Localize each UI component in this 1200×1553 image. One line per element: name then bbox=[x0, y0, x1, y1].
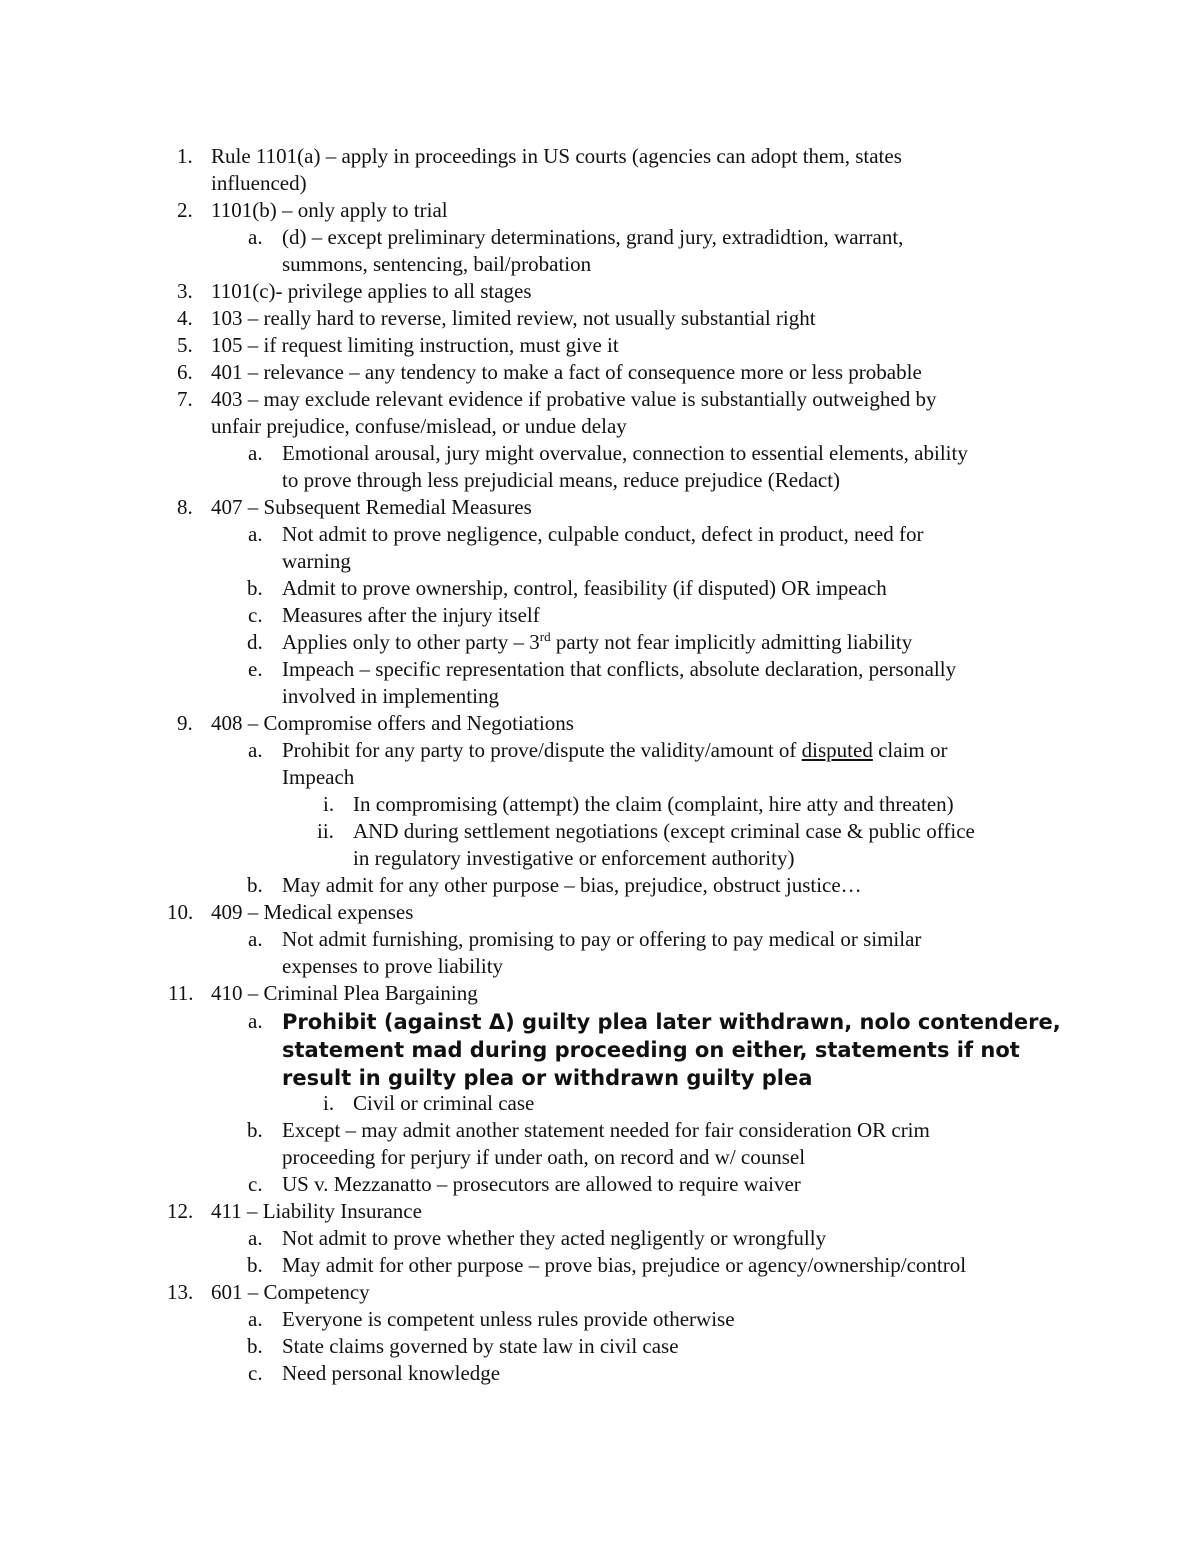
list-marker: a. bbox=[248, 1307, 263, 1331]
list-line bbox=[0, 143, 1200, 171]
list-item-text: Applies only to other party – 3rd party not fear implicitly admitting liability bbox=[282, 629, 913, 654]
list-line bbox=[0, 1333, 1200, 1361]
list-line bbox=[0, 1117, 1200, 1145]
list-item-text: Admit to prove ownership, control, feasibility (if disputed) OR impeach bbox=[282, 576, 887, 600]
list-line bbox=[0, 521, 1200, 549]
list-line bbox=[0, 899, 1200, 927]
list-marker: a. bbox=[248, 1226, 263, 1250]
list-item-text: Not admit to prove negligence, culpable conduct, defect in product, need for bbox=[282, 522, 924, 546]
list-marker: b. bbox=[247, 873, 263, 897]
list-marker: d. bbox=[247, 630, 263, 654]
list-item-text: 407 – Subsequent Remedial Measures bbox=[211, 495, 532, 519]
list-line bbox=[0, 845, 1200, 873]
list-item-text: In compromising (attempt) the claim (complaint, hire atty and threaten) bbox=[353, 792, 954, 816]
list-item-text: result in guilty plea or withdrawn guilty plea bbox=[282, 1066, 813, 1090]
list-line bbox=[0, 467, 1200, 495]
list-line bbox=[0, 251, 1200, 279]
list-item-text: Need personal knowledge bbox=[282, 1361, 501, 1385]
list-item-text: Emotional arousal, jury might overvalue, connection to essential elements, ability bbox=[282, 441, 968, 465]
list-line bbox=[0, 791, 1200, 819]
list-item-text: 409 – Medical expenses bbox=[211, 900, 414, 924]
list-line bbox=[0, 386, 1200, 414]
list-item-text: Measures after the injury itself bbox=[282, 603, 540, 627]
list-marker: c. bbox=[248, 603, 263, 627]
list-item-text: 401 – relevance – any tendency to make a fact of consequence more or less probable bbox=[211, 360, 922, 384]
list-line bbox=[0, 1064, 1200, 1092]
list-item-text: 411 – Liability Insurance bbox=[211, 1199, 422, 1223]
list-line bbox=[0, 1252, 1200, 1280]
list-item-text: Prohibit (against Δ) guilty plea later withdrawn, nolo contendere, bbox=[282, 1010, 1061, 1034]
list-marker: e. bbox=[248, 657, 263, 681]
list-item-text: (d) – except preliminary determinations, grand jury, extradidtion, warrant, bbox=[282, 225, 904, 249]
list-line bbox=[0, 602, 1200, 630]
list-item-text: warning bbox=[282, 549, 351, 573]
list-line bbox=[0, 1360, 1200, 1388]
list-item-text: US v. Mezzanatto – prosecutors are allowed to require waiver bbox=[282, 1172, 801, 1196]
list-item-text: to prove through less prejudicial means, reduce prejudice (Redact) bbox=[282, 468, 841, 492]
list-item-text: 105 – if request limiting instruction, must give it bbox=[211, 333, 619, 357]
list-item-text: Impeach – specific representation that conflicts, absolute declaration, personally bbox=[282, 657, 957, 681]
list-item-text: Rule 1101(a) – apply in proceedings in US courts (agencies can adopt them, states bbox=[211, 144, 902, 168]
list-marker: 1. bbox=[177, 144, 193, 168]
list-marker: 2. bbox=[177, 198, 193, 222]
list-line bbox=[0, 494, 1200, 522]
list-item-text: statement mad during proceeding on either, statements if not bbox=[282, 1038, 1020, 1062]
list-marker: 3. bbox=[177, 279, 193, 303]
list-line bbox=[0, 818, 1200, 846]
list-marker: a. bbox=[248, 225, 263, 249]
list-marker: 6. bbox=[177, 360, 193, 384]
list-line bbox=[0, 278, 1200, 306]
list-line bbox=[0, 548, 1200, 576]
list-marker: a. bbox=[248, 522, 263, 546]
list-line bbox=[0, 1279, 1200, 1307]
list-line bbox=[0, 1171, 1200, 1199]
list-line bbox=[0, 1090, 1200, 1118]
list-item-text: proceeding for perjury if under oath, on record and w/ counsel bbox=[282, 1145, 806, 1169]
list-line bbox=[0, 872, 1200, 900]
list-marker: 13. bbox=[167, 1280, 194, 1304]
list-marker: i. bbox=[323, 792, 335, 816]
list-line bbox=[0, 764, 1200, 792]
list-marker: b. bbox=[247, 1334, 263, 1358]
list-marker: 8. bbox=[177, 495, 193, 519]
list-line bbox=[0, 197, 1200, 225]
list-item-text: AND during settlement negotiations (except criminal case & public office bbox=[353, 819, 975, 843]
list-item-text: Civil or criminal case bbox=[353, 1091, 535, 1115]
list-item-text: 601 – Competency bbox=[211, 1280, 370, 1304]
list-line bbox=[0, 629, 1200, 657]
list-line bbox=[0, 1198, 1200, 1226]
list-line bbox=[0, 926, 1200, 954]
list-line bbox=[0, 440, 1200, 468]
list-marker: a. bbox=[248, 927, 263, 951]
list-marker: i. bbox=[323, 1091, 335, 1115]
list-line bbox=[0, 1008, 1200, 1036]
list-line bbox=[0, 953, 1200, 981]
list-item-text: Everyone is competent unless rules provide otherwise bbox=[282, 1307, 735, 1331]
list-line bbox=[0, 980, 1200, 1008]
list-item-text: Except – may admit another statement needed for fair consideration OR crim bbox=[282, 1118, 930, 1142]
superscript: rd bbox=[539, 629, 551, 644]
list-item-text: in regulatory investigative or enforcement authority) bbox=[353, 846, 795, 870]
list-marker: c. bbox=[248, 1361, 263, 1385]
list-line bbox=[0, 1306, 1200, 1334]
list-item-text: May admit for other purpose – prove bias, prejudice or agency/ownership/control bbox=[282, 1253, 967, 1277]
list-marker: a. bbox=[248, 1009, 263, 1033]
list-line bbox=[0, 1225, 1200, 1253]
list-marker: a. bbox=[248, 441, 263, 465]
list-item-text: expenses to prove liability bbox=[282, 954, 504, 978]
list-marker: b. bbox=[247, 1253, 263, 1277]
list-item-text: State claims governed by state law in civil case bbox=[282, 1334, 679, 1358]
list-item-text: Impeach bbox=[282, 765, 355, 789]
list-item-text: 410 – Criminal Plea Bargaining bbox=[211, 981, 478, 1005]
list-item-text: 103 – really hard to reverse, limited review, not usually substantial right bbox=[211, 306, 816, 330]
list-marker: 5. bbox=[177, 333, 193, 357]
list-line bbox=[0, 656, 1200, 684]
list-item-text: May admit for any other purpose – bias, prejudice, obstruct justice… bbox=[282, 873, 862, 897]
list-item-text: involved in implementing bbox=[282, 684, 499, 708]
list-line bbox=[0, 683, 1200, 711]
list-line bbox=[0, 305, 1200, 333]
list-item-text: 1101(b) – only apply to trial bbox=[211, 198, 448, 222]
list-line bbox=[0, 1144, 1200, 1172]
list-marker: c. bbox=[248, 1172, 263, 1196]
list-marker: 12. bbox=[167, 1199, 194, 1223]
list-marker: ii. bbox=[317, 819, 334, 843]
list-line bbox=[0, 710, 1200, 738]
list-item-text: unfair prejudice, confuse/mislead, or undue delay bbox=[211, 414, 627, 438]
list-item-text: influenced) bbox=[211, 171, 307, 195]
list-marker: 7. bbox=[177, 387, 193, 411]
list-line bbox=[0, 359, 1200, 387]
list-item-text: 1101(c)- privilege applies to all stages bbox=[211, 279, 532, 303]
list-line bbox=[0, 1036, 1200, 1064]
list-item-text: 408 – Compromise offers and Negotiations bbox=[211, 711, 574, 735]
underlined-word: disputed bbox=[801, 738, 873, 762]
list-line bbox=[0, 170, 1200, 198]
list-item-text: Not admit to prove whether they acted negligently or wrongfully bbox=[282, 1226, 827, 1250]
list-marker: a. bbox=[248, 738, 263, 762]
list-line bbox=[0, 575, 1200, 603]
list-line bbox=[0, 224, 1200, 252]
list-marker: 4. bbox=[177, 306, 193, 330]
list-marker: b. bbox=[247, 576, 263, 600]
list-line bbox=[0, 413, 1200, 441]
list-line bbox=[0, 332, 1200, 360]
list-item-text: Not admit furnishing, promising to pay or offering to pay medical or similar bbox=[282, 927, 922, 951]
list-item-text: 403 – may exclude relevant evidence if probative value is substantially outweighed by bbox=[211, 387, 937, 411]
list-marker: 9. bbox=[177, 711, 193, 735]
list-marker: b. bbox=[247, 1118, 263, 1142]
list-marker: 10. bbox=[167, 900, 194, 924]
list-marker: 11. bbox=[168, 981, 194, 1005]
list-line bbox=[0, 737, 1200, 765]
list-item-text: Prohibit for any party to prove/dispute the validity/amount of disputed claim or bbox=[282, 738, 948, 762]
list-item-text: summons, sentencing, bail/probation bbox=[282, 252, 592, 276]
